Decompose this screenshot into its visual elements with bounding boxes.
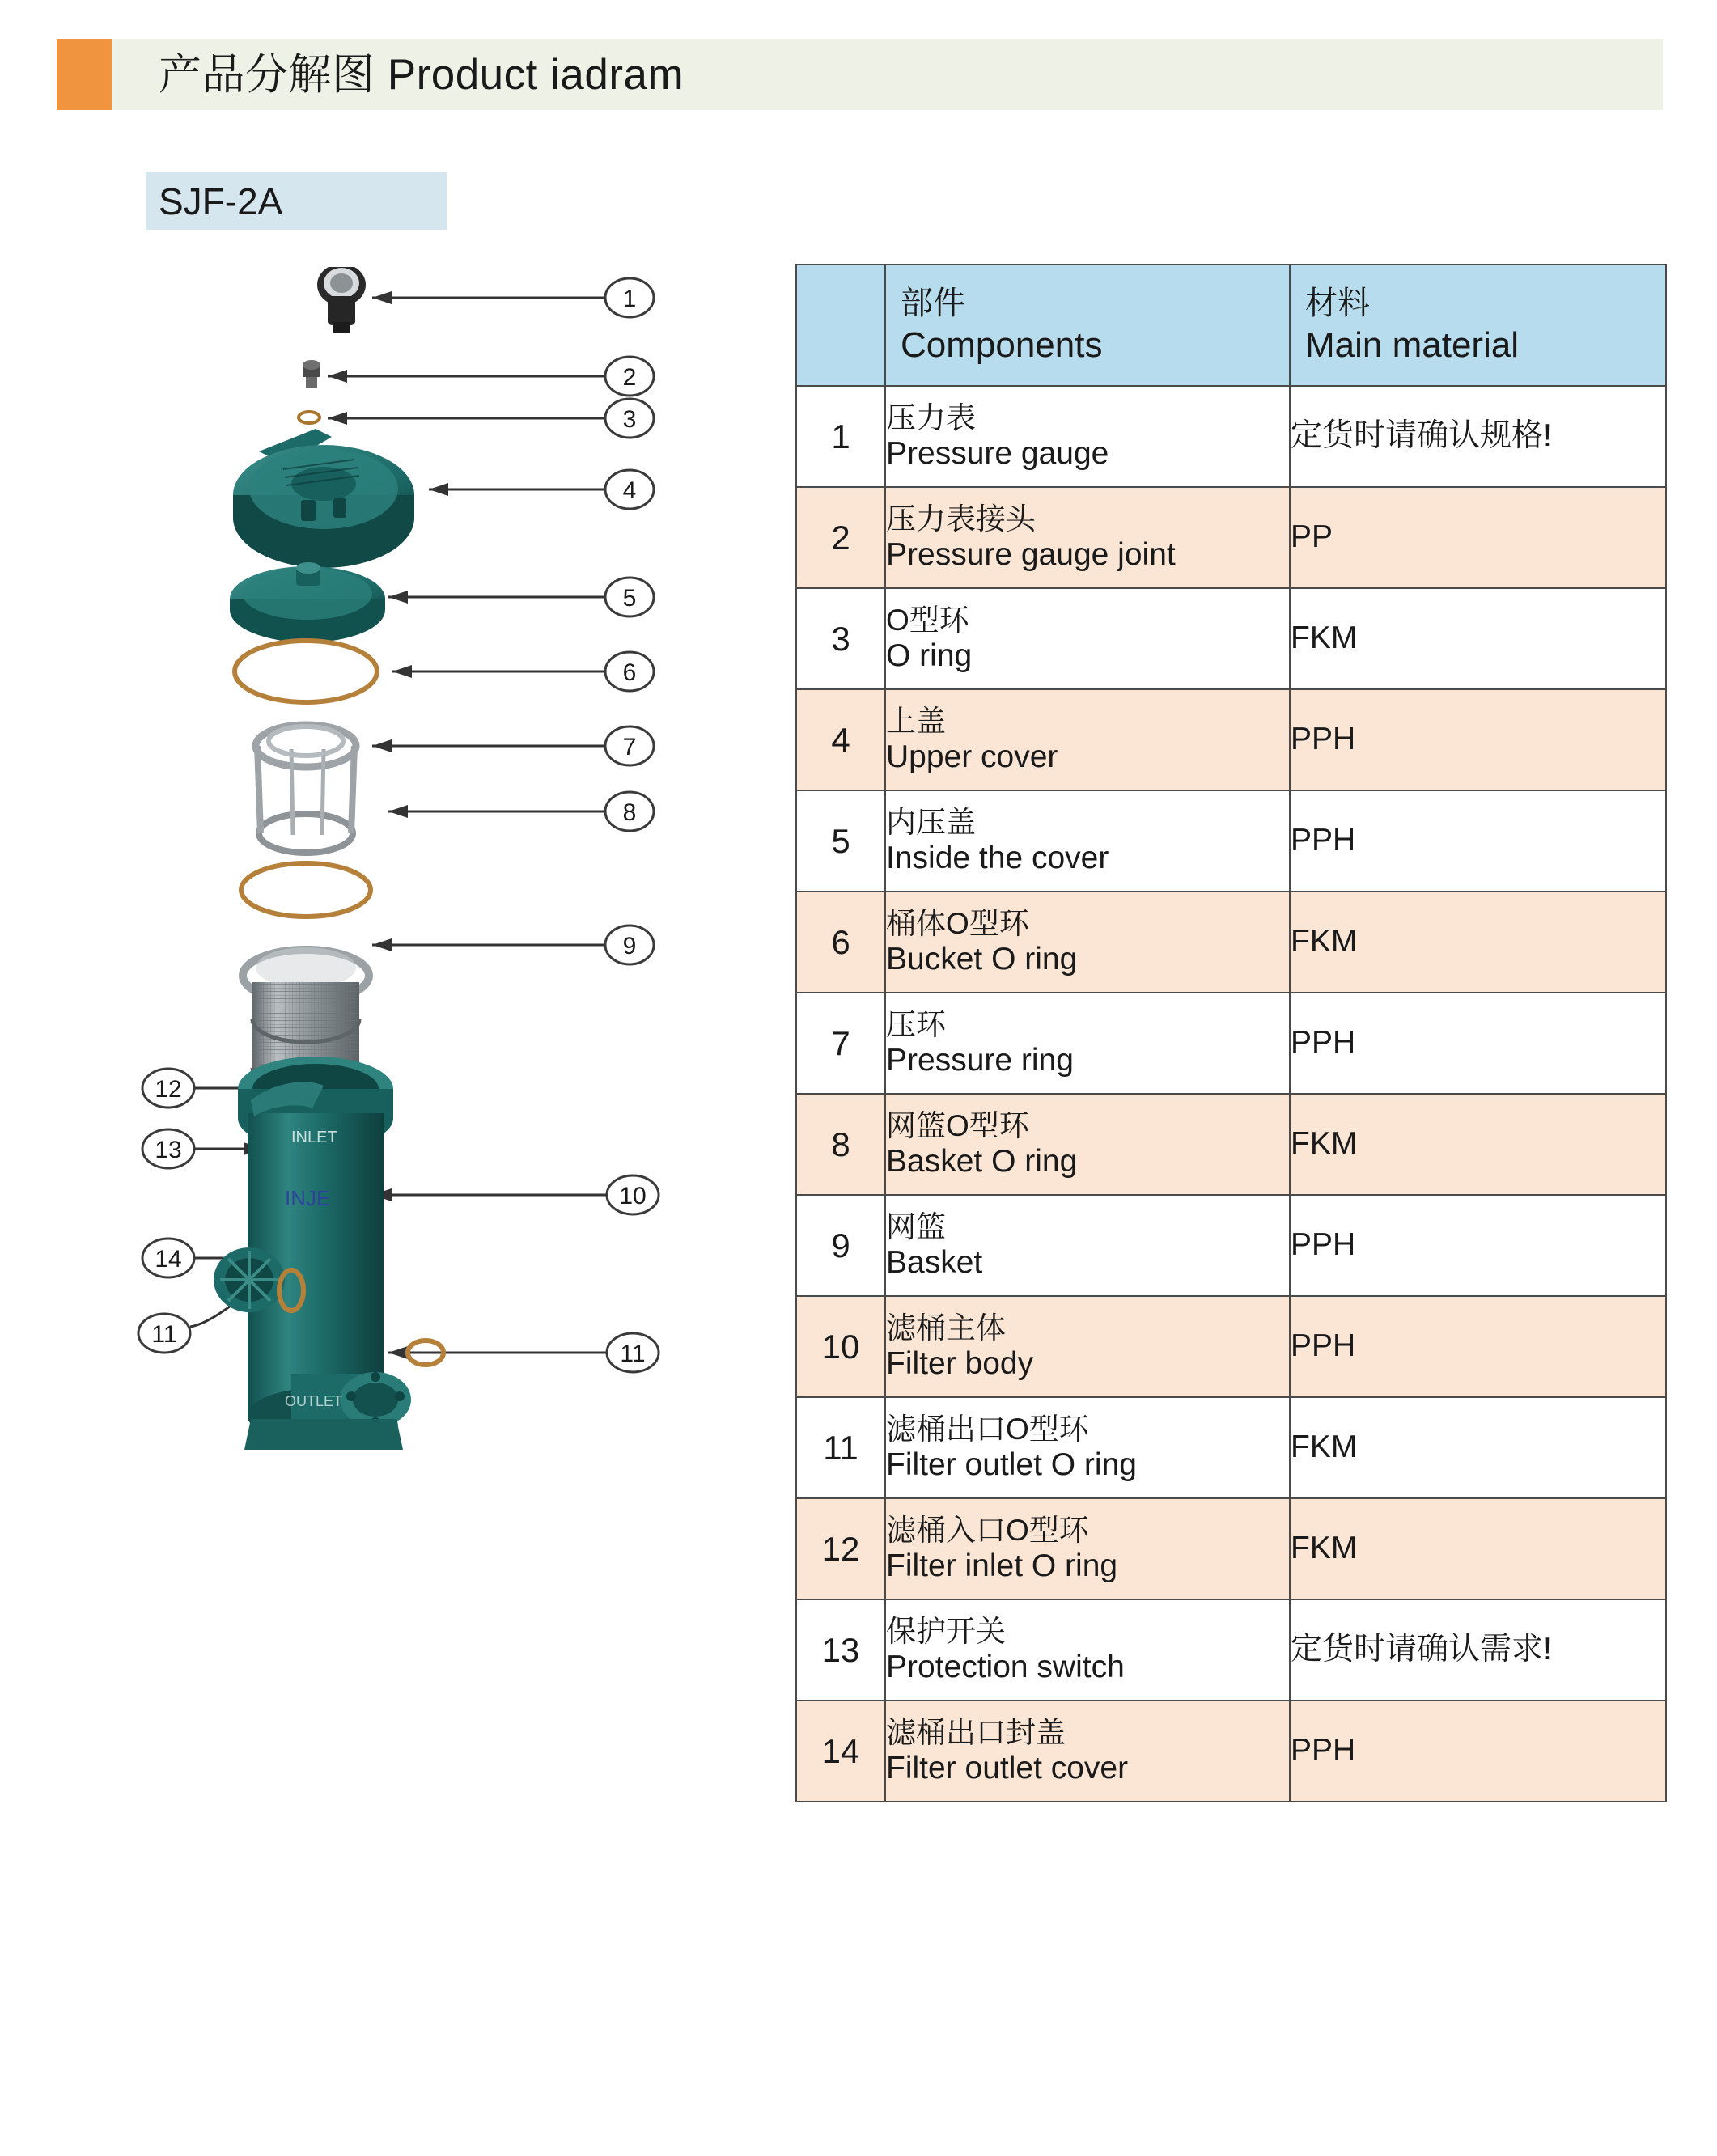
row-number: 10 (796, 1296, 885, 1397)
row-component (885, 1599, 1290, 1701)
row-component (885, 892, 1290, 993)
body-outlet-label: OUTLET (285, 1393, 343, 1409)
row-component (885, 689, 1290, 790)
row-number: 3 (796, 588, 885, 689)
component-en: Basket (886, 1245, 983, 1281)
part-pressure-ring (256, 725, 356, 853)
table-row (796, 487, 1666, 588)
row-material (1290, 386, 1666, 487)
material-value: PPH (1291, 823, 1356, 858)
body-inlet-label: INLET (291, 1129, 337, 1146)
row-number: 1 (796, 386, 885, 487)
table-row (796, 1195, 1666, 1296)
svg-text:2: 2 (622, 364, 637, 391)
svg-text:14: 14 (155, 1246, 182, 1273)
component-en: Bucket O ring (886, 942, 1078, 977)
row-material (1290, 993, 1666, 1094)
component-en: Protection switch (886, 1650, 1125, 1685)
table-row (796, 1094, 1666, 1195)
svg-text:11: 11 (620, 1341, 646, 1367)
part-basket-o-ring (241, 863, 371, 917)
callout-9 (605, 926, 654, 964)
material-value: FKM (1291, 924, 1358, 959)
header-components-en: Components (901, 324, 1103, 365)
material-value: PPH (1291, 1733, 1356, 1768)
component-cn: 内压盖 (886, 805, 976, 839)
model-label: SJF-2A (159, 180, 283, 222)
component-cn: 滤桶主体 (886, 1311, 1006, 1345)
row-component (885, 790, 1290, 892)
component-cn: 压力表 (886, 400, 976, 434)
callout-bubbles (138, 278, 659, 1372)
table-row (796, 1701, 1666, 1802)
row-component (885, 386, 1290, 487)
row-number: 12 (796, 1498, 885, 1599)
row-component (885, 1397, 1290, 1498)
component-cn: 桶体O型环 (886, 906, 1029, 940)
svg-text:7: 7 (622, 734, 637, 760)
row-material (1290, 1599, 1666, 1701)
material-value: FKM (1291, 1126, 1358, 1162)
row-component (885, 487, 1290, 588)
row-number: 11 (796, 1397, 885, 1498)
component-cn: 滤桶入口O型环 (886, 1513, 1089, 1547)
material-value: PPH (1291, 1025, 1356, 1061)
row-material (1290, 1701, 1666, 1802)
material-value: 定货时请确认需求! (1291, 1632, 1552, 1667)
callout-3 (605, 399, 654, 438)
row-material (1290, 1498, 1666, 1599)
part-pressure-gauge (317, 267, 366, 333)
component-cn: 压力表接头 (886, 502, 1036, 536)
table-row (796, 1296, 1666, 1397)
table-row (796, 892, 1666, 993)
table-row (796, 386, 1666, 487)
svg-text:8: 8 (622, 799, 637, 826)
svg-text:3: 3 (622, 406, 637, 433)
header-material-en: Main material (1305, 324, 1520, 365)
material-value: FKM (1291, 621, 1358, 656)
material-value: 定货时请确认规格! (1291, 418, 1552, 454)
svg-text:INJE: INJE (285, 1186, 331, 1210)
component-en: Pressure gauge (886, 436, 1109, 472)
callout-12 (142, 1069, 194, 1108)
component-en: Filter inlet O ring (886, 1548, 1118, 1584)
table-row (796, 689, 1666, 790)
row-component (885, 993, 1290, 1094)
row-material (1290, 588, 1666, 689)
callout-1 (605, 278, 654, 317)
row-number: 2 (796, 487, 885, 588)
material-value: PPH (1291, 1328, 1356, 1364)
component-en: Filter outlet cover (886, 1751, 1129, 1786)
svg-text:12: 12 (155, 1076, 182, 1103)
header-cell-components (885, 265, 1290, 386)
component-cn: 保护开关 (886, 1614, 1006, 1648)
component-cn: 网篮 (886, 1209, 946, 1243)
table-row (796, 790, 1666, 892)
svg-text:1: 1 (622, 286, 637, 312)
table-row (796, 993, 1666, 1094)
material-value: PPH (1291, 1227, 1356, 1263)
component-en: Upper cover (886, 739, 1058, 775)
header-components-cn: 部件 (901, 285, 965, 321)
row-component (885, 1094, 1290, 1195)
material-value: PPH (1291, 722, 1356, 757)
part-pressure-gauge-joint (303, 360, 320, 388)
material-value: PP (1291, 519, 1333, 555)
part-inside-cover (230, 562, 385, 642)
component-cn: 上盖 (886, 704, 946, 738)
component-en: Filter outlet O ring (886, 1447, 1137, 1483)
row-material (1290, 689, 1666, 790)
row-number: 5 (796, 790, 885, 892)
callout-5 (605, 578, 654, 616)
components-table (795, 264, 1667, 1802)
row-component (885, 588, 1290, 689)
table-row (796, 1599, 1666, 1701)
row-number: 7 (796, 993, 885, 1094)
callout-13 (142, 1129, 194, 1168)
callout-11-lower (607, 1333, 659, 1372)
row-material (1290, 1195, 1666, 1296)
header-material-cn: 材料 (1305, 285, 1370, 321)
svg-text:9: 9 (622, 933, 637, 959)
callout-2 (605, 357, 654, 396)
callout-4 (605, 470, 654, 509)
row-number: 9 (796, 1195, 885, 1296)
row-number: 6 (796, 892, 885, 993)
row-material (1290, 487, 1666, 588)
table-row (796, 588, 1666, 689)
exploded-view-diagram (49, 267, 785, 2103)
row-component (885, 1296, 1290, 1397)
callout-7 (605, 726, 654, 765)
table-header-row (796, 265, 1666, 386)
row-number: 14 (796, 1701, 885, 1802)
component-en: Inside the cover (886, 841, 1109, 876)
page-title: 产品分解图 Product iadram (159, 51, 685, 99)
material-value: FKM (1291, 1531, 1358, 1566)
row-component (885, 1701, 1290, 1802)
component-en: Filter body (886, 1346, 1034, 1382)
component-en: O ring (886, 638, 973, 674)
part-filter-outlet-cover (214, 1247, 285, 1312)
row-component (885, 1195, 1290, 1296)
callout-6 (605, 652, 654, 691)
svg-text:11: 11 (151, 1321, 177, 1348)
component-en: Basket O ring (886, 1144, 1078, 1180)
header-cell-material (1290, 265, 1666, 386)
header-accent-block (57, 39, 112, 110)
callout-8 (605, 792, 654, 831)
callout-11-upper (138, 1314, 190, 1353)
component-cn: O型环 (886, 603, 969, 637)
component-cn: 网篮O型环 (886, 1108, 1029, 1142)
table-row (796, 1397, 1666, 1498)
part-bucket-o-ring (235, 641, 377, 702)
row-number: 8 (796, 1094, 885, 1195)
row-number: 13 (796, 1599, 885, 1701)
material-value: FKM (1291, 1430, 1358, 1465)
header-cell-no (796, 265, 885, 386)
part-o-ring-small (299, 412, 320, 423)
row-material (1290, 892, 1666, 993)
row-number: 4 (796, 689, 885, 790)
svg-text:5: 5 (622, 585, 637, 612)
part-upper-cover (233, 429, 414, 568)
svg-text:10: 10 (619, 1183, 647, 1209)
row-material (1290, 790, 1666, 892)
component-en: Pressure gauge joint (886, 537, 1176, 573)
component-en: Pressure ring (886, 1043, 1074, 1078)
svg-text:13: 13 (155, 1137, 182, 1163)
callout-10 (607, 1175, 659, 1214)
component-cn: 压环 (886, 1007, 946, 1041)
callout-14 (142, 1239, 194, 1277)
table-row (796, 1498, 1666, 1599)
row-material (1290, 1296, 1666, 1397)
svg-text:4: 4 (622, 477, 637, 504)
component-cn: 滤桶出口O型环 (886, 1412, 1089, 1446)
row-material (1290, 1397, 1666, 1498)
component-cn: 滤桶出口封盖 (886, 1715, 1066, 1749)
row-material (1290, 1094, 1666, 1195)
svg-text:6: 6 (622, 659, 637, 686)
row-component (885, 1498, 1290, 1599)
